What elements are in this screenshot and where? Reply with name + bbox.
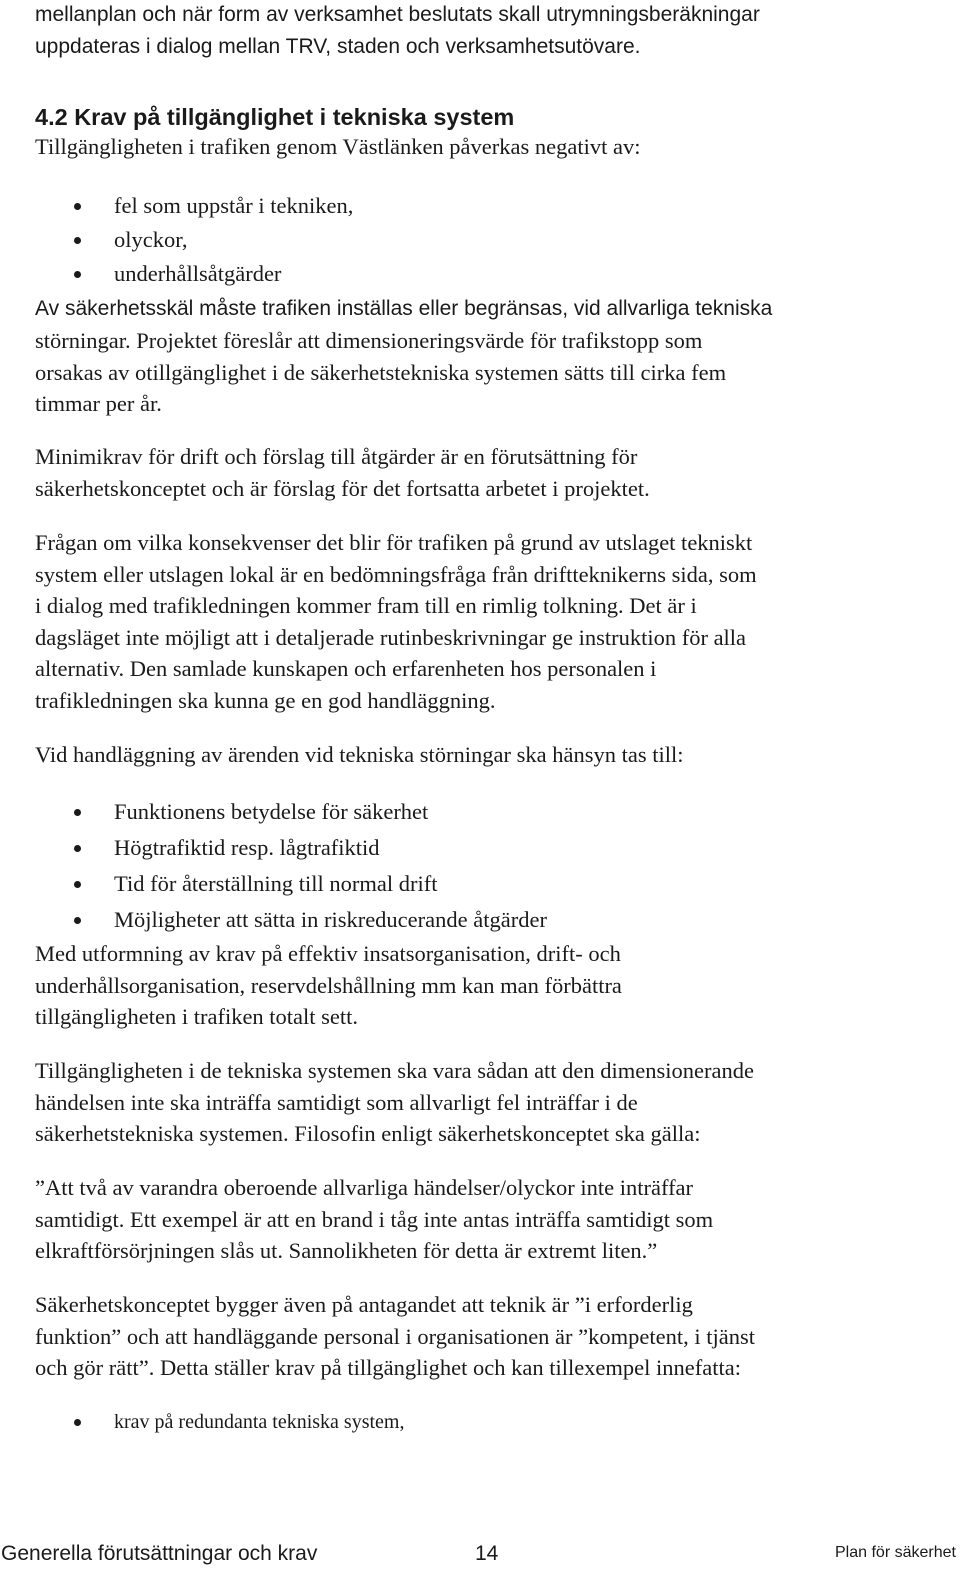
intro-paragraph — [35, 0, 915, 62]
text-line: trafikledningen ska kunna ge en god handläggning. — [35, 687, 496, 713]
list-item: Tid för återställning till normal drift — [0, 866, 547, 902]
page-number: 14 — [475, 1542, 499, 1565]
footer-chapter-title: Generella förutsättningar och krav — [1, 1542, 318, 1565]
text-line: i dialog med trafikledningen kommer fram till en rimlig tolkning. Det är i — [35, 593, 697, 619]
text-line: ”Att två av varandra oberoende allvarliga händelser/olyckor inte inträffar — [35, 1175, 694, 1200]
section-heading-wrap — [35, 101, 514, 133]
text-line: uppdateras i dialog mellan TRV, staden och verksamhetsutövare. — [35, 34, 641, 58]
text-line: och gör rätt”. Detta ställer krav på tillgänglighet och kan tillexempel innefatta: — [35, 1355, 741, 1381]
text-line: dagsläget inte möjligt att i detaljerade rutinbeskrivningar ge instruktion för alla — [35, 624, 747, 650]
text-line: Tillgängligheten i de tekniska systemen ska vara sådan att den dimensionerande — [35, 1058, 754, 1083]
text-line: störningar. Projektet föreslår att dimensioneringsvärde för trafikstopp som — [35, 328, 703, 353]
paragraph-1b — [35, 325, 915, 420]
paragraph-4: Vid handläggning av ärenden vid tekniska störningar ska hänsyn tas till: — [35, 742, 684, 767]
text-line: Av säkerhetsskäl måste trafiken inställas eller begränsas, vid allvarliga tekniska — [35, 297, 773, 320]
text-line: system eller utslagen lokal är en bedömningsfråga från driftteknikerns sida, som — [35, 561, 757, 587]
text-line: Minimikrav för drift och förslag till åtgärder är en förutsättning för — [35, 444, 638, 469]
text-line: säkerhetstekniska systemen. Filosofin enligt säkerhetskonceptet ska gälla: — [35, 1121, 701, 1147]
text-line: Frågan om vilka konsekvenser det blir för trafiken på grund av utslaget tekniskt — [35, 530, 753, 555]
bullet-dot — [74, 271, 81, 278]
text-line: alternativ. Den samlade kunskapen och erfarenheten hos personalen i — [35, 656, 657, 682]
bullet-dot — [74, 809, 81, 816]
text-line: orsakas av otillgänglighet i de säkerhetstekniska systemen sätts till cirka fem — [35, 359, 727, 385]
bullet-list-3 — [0, 1405, 404, 1439]
text-line: elkraftförsörjningen slås ut. Sannolikheten för detta är extremt liten.” — [35, 1238, 658, 1264]
list-item: olyckor, — [0, 223, 353, 257]
bullet-dot — [74, 203, 81, 210]
list-item: underhållsåtgärder — [0, 257, 353, 291]
paragraph-7 — [35, 1289, 915, 1384]
bullet-list-2 — [0, 794, 547, 938]
text-line: mellanplan och när form av verksamhet beslutats skall utrymningsberäkningar — [35, 3, 760, 26]
bullet-dot — [74, 1419, 81, 1426]
bullet-dot — [74, 917, 81, 924]
page-footer — [0, 1540, 960, 1568]
footer-document-title: Plan för säkerhet — [835, 1544, 956, 1561]
paragraph-3 — [35, 527, 915, 717]
text-line: timmar per år. — [35, 391, 162, 417]
list-item: Funktionens betydelse för säkerhet — [0, 794, 547, 830]
bullet-list-1 — [0, 189, 353, 291]
text-line: samtidigt. Ett exempel är att en brand i tåg inte antas inträffa samtidigt som — [35, 1206, 714, 1232]
quote-paragraph — [35, 1172, 915, 1267]
text-line: underhållsorganisation, reservdelshållning mm kan man förbättra — [35, 972, 622, 998]
text-line: tillgängligheten i trafiken totalt sett. — [35, 1004, 359, 1030]
text-line: Med utformning av krav på effektiv insatsorganisation, drift- och — [35, 941, 621, 966]
section-heading: 4.2 Krav på tillgänglighet i tekniska system — [35, 104, 515, 130]
list-item: krav på redundanta tekniska system, — [0, 1405, 404, 1439]
list-item: fel som uppstår i tekniken, — [0, 189, 353, 223]
paragraph-5 — [35, 938, 915, 1033]
paragraph-2 — [35, 441, 915, 504]
bullet-dot — [74, 845, 81, 852]
text-line: säkerhetskonceptet och är förslag för det fortsatta arbetet i projektet. — [35, 475, 650, 501]
list-item: Högtrafiktid resp. lågtrafiktid — [0, 830, 547, 866]
text-line: Säkerhetskonceptet bygger även på antagandet att teknik är ”i erforderlig — [35, 1292, 693, 1317]
lead-text: Tillgängligheten i trafiken genom Västlänken påverkas negativt av: — [35, 134, 641, 159]
text-line: funktion” och att handläggande personal i organisationen är ”kompetent, i tjänst — [35, 1323, 755, 1349]
bullet-dot — [74, 237, 81, 244]
paragraph-6 — [35, 1055, 915, 1150]
bullet-dot — [74, 881, 81, 888]
text-line: händelsen inte ska inträffa samtidigt som allvarligt fel inträffar i de — [35, 1089, 638, 1115]
list-item: Möjligheter att sätta in riskreducerande åtgärder — [0, 902, 547, 938]
paragraph-1a — [35, 293, 915, 325]
